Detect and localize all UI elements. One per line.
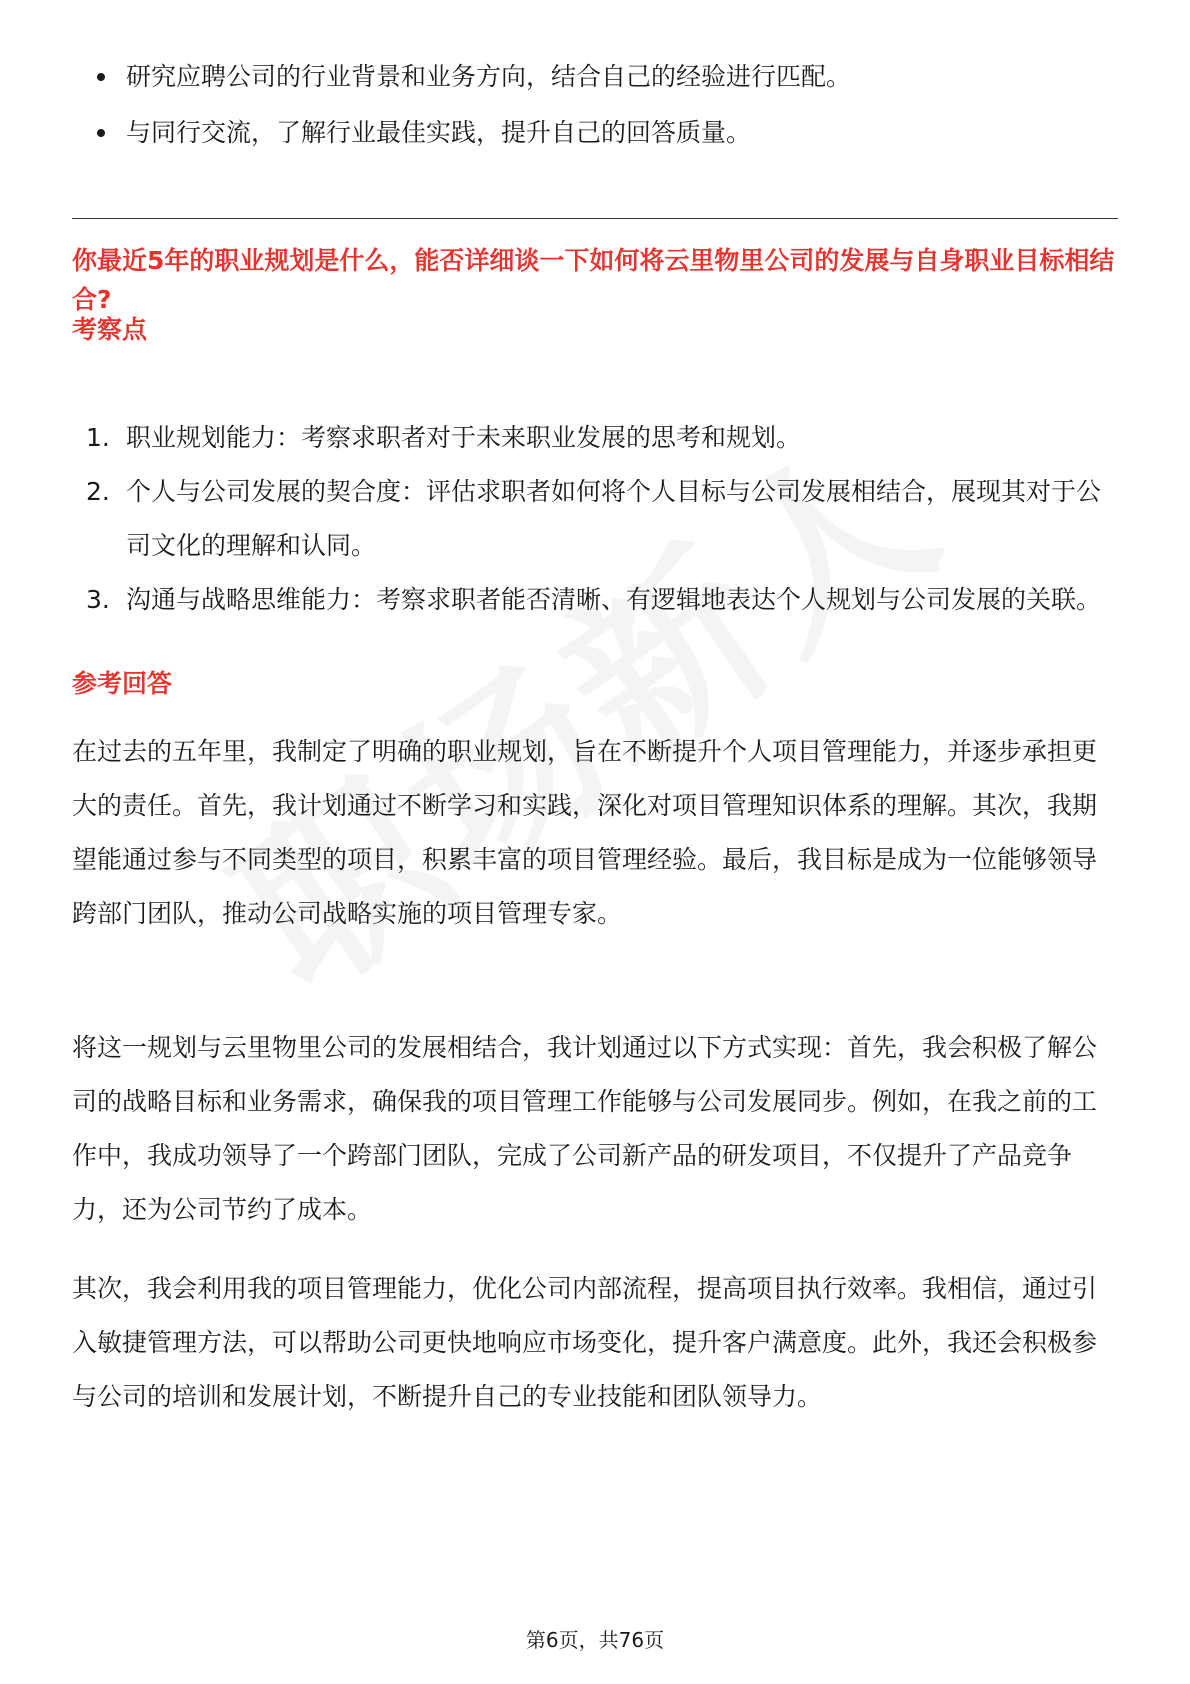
list-item bbox=[72, 465, 1118, 573]
list-item bbox=[72, 58, 1118, 96]
list-item-number: 2. bbox=[86, 477, 110, 506]
list-item-text: 职业规划能力：考察求职者对于未来职业发展的思考和规划。 bbox=[126, 423, 802, 452]
list-item-number: 3. bbox=[86, 585, 110, 614]
answer-paragraph: 在过去的五年里，我制定了明确的职业规划，旨在不断提升个人项目管理能力，并逐步承担更大的责任。首先，我计划通过不断学习和实践，深化对项目管理知识体系的理解。其次，我期望能通过参与不同类型的项目，积累丰富的项目管理经验。最后，我目标是成为一位能够领导跨部门团队，推动公司战略实施的项目管理专家。 bbox=[72, 737, 1098, 928]
page-footer: 第6页，共76页 bbox=[525, 1628, 665, 1652]
list-item-number: 1. bbox=[86, 423, 110, 452]
section-title-answer: 参考回答 bbox=[72, 669, 173, 698]
list-item bbox=[72, 573, 1118, 681]
bullet-dot-icon bbox=[97, 129, 105, 137]
list-item-text: 与同行交流，了解行业最佳实践，提升自己的回答质量。 bbox=[126, 118, 752, 147]
points-list bbox=[72, 411, 1118, 681]
list-item bbox=[72, 114, 1118, 152]
answer-paragraph: 将这一规划与云里物里公司的发展相结合，我计划通过以下方式实现：首先，我会积极了解公司的战略目标和业务需求，确保我的项目管理工作能够与公司发展同步。例如，在我之前的工作中，我成功领导了一个跨部门团队，完成了公司新产品的研发项目，不仅提升了产品竞争力，还为公司节约了成本。 bbox=[72, 1033, 1098, 1224]
bullet-list bbox=[72, 58, 1118, 170]
list-item-text: 研究应聘公司的行业背景和业务方向，结合自己的经验进行匹配。 bbox=[126, 62, 852, 91]
list-item-text: 沟通与战略思维能力：考察求职者能否清晰、有逻辑地表达个人规划与公司发展的关联。 bbox=[126, 585, 1102, 614]
bullet-dot-icon bbox=[97, 73, 105, 81]
question-heading: 你最近5年的职业规划是什么，能否详细谈一下如何将云里物里公司的发展与自身职业目标相结合? bbox=[72, 246, 1115, 314]
answer-paragraph: 其次，我会利用我的项目管理能力，优化公司内部流程，提高项目执行效率。我相信，通过引入敏捷管理方法，可以帮助公司更快地响应市场变化，提升客户满意度。此外，我还会积极参与公司的培训和发展计划，不断提升自己的专业技能和团队领导力。 bbox=[72, 1274, 1098, 1411]
list-item bbox=[72, 411, 1118, 465]
section-divider bbox=[72, 218, 1118, 219]
section-title-points: 考察点 bbox=[72, 315, 148, 344]
list-item-text: 个人与公司发展的契合度：评估求职者如何将个人目标与公司发展相结合，展现其对于公司文化的理解和认同。 bbox=[126, 477, 1102, 560]
